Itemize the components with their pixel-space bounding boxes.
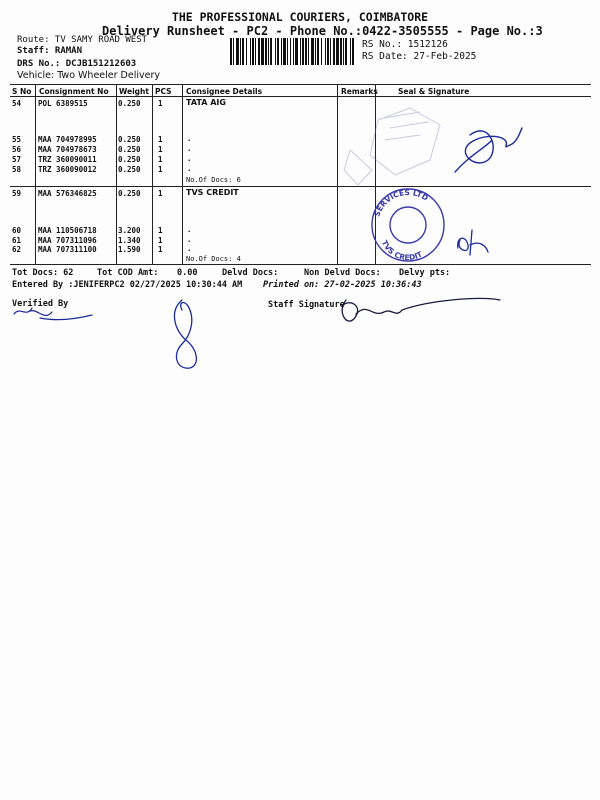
header-pcs: PCS bbox=[155, 87, 172, 96]
row-sno: 59 bbox=[12, 189, 22, 198]
row-pcs: 1 bbox=[158, 189, 163, 198]
entered-by: Entered By :JENIFERPC2 02/27/2025 10:30:44 AM bbox=[12, 280, 243, 290]
row-pcs: 1 bbox=[158, 245, 163, 254]
no-of-docs: No.Of Docs: 6 bbox=[186, 176, 241, 184]
row-sno: 56 bbox=[12, 145, 22, 154]
header-consignee: Consignee Details bbox=[186, 87, 263, 96]
scribble-icon bbox=[174, 300, 196, 368]
row-consignment-no: MAA 704978673 bbox=[38, 145, 97, 154]
runsheet-title: Delivery Runsheet - PC2 - Phone No.:0422-3505555 - Page No.:3 bbox=[102, 24, 543, 38]
row-weight: 0.250 bbox=[118, 165, 141, 174]
route-label: Route: TV SAMY ROAD WEST bbox=[17, 35, 148, 45]
row-consignment-no: TRZ 360090011 bbox=[38, 155, 97, 164]
faint-stamp-icon bbox=[344, 108, 440, 185]
row-consignment-no: MAA 707311100 bbox=[38, 245, 97, 254]
row-pcs: 1 bbox=[158, 165, 163, 174]
row-consignment-no: MAA 704978995 bbox=[38, 135, 97, 144]
row-consignee: TATA AIG bbox=[186, 98, 226, 107]
row-weight: 3.200 bbox=[118, 226, 141, 235]
rs-date: RS Date: 27-Feb-2025 bbox=[362, 51, 477, 62]
staff-label: Staff: RAMAN bbox=[17, 46, 83, 56]
rs-number: RS No.: 1512126 bbox=[362, 39, 448, 50]
row-pcs: 1 bbox=[158, 145, 163, 154]
row-dot: . bbox=[187, 225, 192, 234]
vehicle-label: Vehicle: Two Wheeler Delivery bbox=[17, 70, 160, 81]
total-cod-label: Tot COD Amt: bbox=[97, 268, 159, 278]
row-dot: . bbox=[187, 244, 192, 253]
signature-icon bbox=[455, 128, 522, 172]
row-dot: . bbox=[187, 144, 192, 153]
total-docs: Tot Docs: 62 bbox=[12, 268, 74, 278]
row-consignment-no: POL 6389515 bbox=[38, 99, 88, 108]
verified-by-label: Verified By bbox=[12, 299, 69, 309]
seal-text-bottom: TVS CREDIT bbox=[379, 238, 424, 263]
drs-number: DRS No.: DCJB151212603 bbox=[17, 59, 137, 69]
row-weight: 0.250 bbox=[118, 99, 141, 108]
row-dot: . bbox=[187, 164, 192, 173]
row-sno: 58 bbox=[12, 165, 22, 174]
row-pcs: 1 bbox=[158, 155, 163, 164]
row-sno: 54 bbox=[12, 99, 22, 108]
header-sno: S No bbox=[12, 87, 32, 96]
initials-icon bbox=[14, 308, 92, 320]
printed-on: Printed on: 27-02-2025 10:36:43 bbox=[263, 280, 422, 290]
total-cod-value: 0.00 bbox=[177, 268, 198, 278]
company-title: THE PROFESSIONAL COURIERS, COIMBATORE bbox=[171, 10, 429, 24]
row-sno: 61 bbox=[12, 236, 22, 245]
seal-text-top: SERVICES LTD bbox=[372, 187, 430, 218]
header-consignment-no: Consignment No bbox=[39, 87, 109, 96]
header-remarks: Remarks bbox=[341, 87, 378, 96]
row-consignment-no: MAA 110506718 bbox=[38, 226, 97, 235]
seal-text bbox=[372, 188, 429, 262]
row-weight: 0.250 bbox=[118, 155, 141, 164]
non-delivered-docs: Non Delvd Docs: bbox=[304, 268, 381, 278]
row-sno: 62 bbox=[12, 245, 22, 254]
row-weight: 0.250 bbox=[118, 145, 141, 154]
row-sno: 60 bbox=[12, 226, 22, 235]
header-weight: Weight bbox=[119, 87, 149, 96]
row-weight: 0.250 bbox=[118, 135, 141, 144]
delivered-docs: Delvd Docs: bbox=[222, 268, 279, 278]
row-consignment-no: MAA 707311096 bbox=[38, 236, 97, 245]
row-dot: . bbox=[187, 235, 192, 244]
row-weight: 0.250 bbox=[118, 189, 141, 198]
row-consignee: TVS CREDIT bbox=[186, 188, 239, 197]
row-pcs: 1 bbox=[158, 236, 163, 245]
no-of-docs: No.Of Docs: 4 bbox=[186, 255, 241, 263]
row-dot: . bbox=[187, 134, 192, 143]
delivery-points: Delvy pts: bbox=[399, 268, 451, 278]
staff-signature-icon bbox=[342, 298, 500, 321]
row-dot: . bbox=[187, 154, 192, 163]
row-pcs: 1 bbox=[158, 226, 163, 235]
row-weight: 1.590 bbox=[118, 245, 141, 254]
row-weight: 1.340 bbox=[118, 236, 141, 245]
row-consignment-no: MAA 576346825 bbox=[38, 189, 97, 198]
row-pcs: 1 bbox=[158, 99, 163, 108]
row-pcs: 1 bbox=[158, 135, 163, 144]
header-seal-signature: Seal & Signature bbox=[398, 87, 470, 96]
signature-icon bbox=[458, 230, 488, 255]
staff-signature-label: Staff Signature bbox=[268, 300, 345, 310]
row-sno: 57 bbox=[12, 155, 22, 164]
row-sno: 55 bbox=[12, 135, 22, 144]
row-consignment-no: TRZ 360090012 bbox=[38, 165, 97, 174]
